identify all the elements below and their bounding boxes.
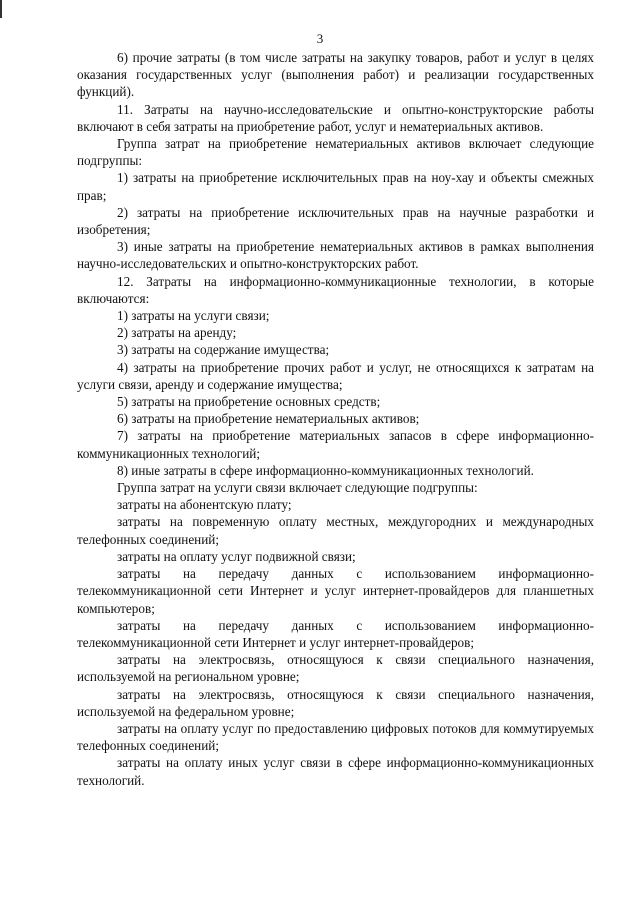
scan-artifact-mark (0, 0, 2, 18)
document-body (77, 49, 594, 789)
list-item: затраты на абонентскую плату; (117, 497, 292, 513)
paragraph: Группа затрат на услуги связи включает следующие подгруппы: (117, 480, 478, 496)
list-item: 3) затраты на содержание имущества; (117, 342, 330, 358)
list-item: затраты на оплату услуг по предоставлению цифровых потоков для коммутируемых телефонных соединений; (77, 720, 594, 754)
list-item: 6) затраты на приобретение нематериальных активов; (117, 411, 420, 427)
list-item: 1) затраты на услуги связи; (117, 308, 270, 324)
list-item: затраты на оплату услуг подвижной связи; (117, 548, 356, 564)
list-item: затраты на передачу данных с использованием информационно-телекоммуникационной сети Интернет и услуг интернет-провайдеров для планшетных компьютеров; (77, 566, 594, 616)
list-item: 5) затраты на приобретение основных средств; (117, 394, 381, 410)
list-item: затраты на оплату иных услуг связи в сфере информационно-коммуникационных технологий. (77, 755, 594, 788)
list-item: 7) затраты на приобретение материальных запасов в сфере информационно-коммуникационных технологий; (77, 428, 594, 461)
paragraph: 12. Затраты на информационно-коммуникационные технологии, в которые включаются: (77, 273, 594, 306)
list-item: затраты на электросвязь, относящуюся к связи специального назначения, используемой на федеральном уровне; (77, 686, 594, 719)
list-item: 2) затраты на аренду; (117, 325, 237, 341)
list-item: 8) иные затраты в сфере информационно-коммуникационных технологий. (117, 462, 534, 478)
paragraph: 11. Затраты на научно-исследовательские и опытно-конструкторские работы включают в себя затраты на приобретение работ, услуг и нематериальных активов. (77, 101, 594, 134)
paragraph: 6) прочие затраты (в том числе затраты на закупку товаров, работ и услуг в целях оказания государственных услуг (выполнения работ) и реализации государственных функций). (77, 50, 594, 100)
list-item: 1) затраты на приобретение исключительных прав на ноу-хау и объекты смежных прав; (77, 170, 594, 203)
list-item: 2) затраты на приобретение исключительных прав на научные разработки и изобретения; (77, 204, 594, 238)
list-item: затраты на передачу данных с использованием информационно-телекоммуникационной сети Интернет и услуг интернет-провайдеров; (77, 617, 594, 650)
page-number: 3 (316, 31, 324, 46)
paragraph: Группа затрат на приобретение нематериальных активов включает следующие подгруппы: (77, 136, 594, 169)
list-item: затраты на повременную оплату местных, междугородних и международных телефонных соединений; (77, 514, 594, 547)
list-item: затраты на электросвязь, относящуюся к связи специального назначения, используемой на региональном уровне; (77, 652, 594, 685)
list-item: 4) затраты на приобретение прочих работ и услуг, не относящихся к затратам на услуги связи, аренду и содержание имущества; (77, 359, 594, 392)
list-item: 3) иные затраты на приобретение нематериальных активов в рамках выполнения научно-исследовательских и опытно-конструкторских работ. (77, 239, 594, 272)
